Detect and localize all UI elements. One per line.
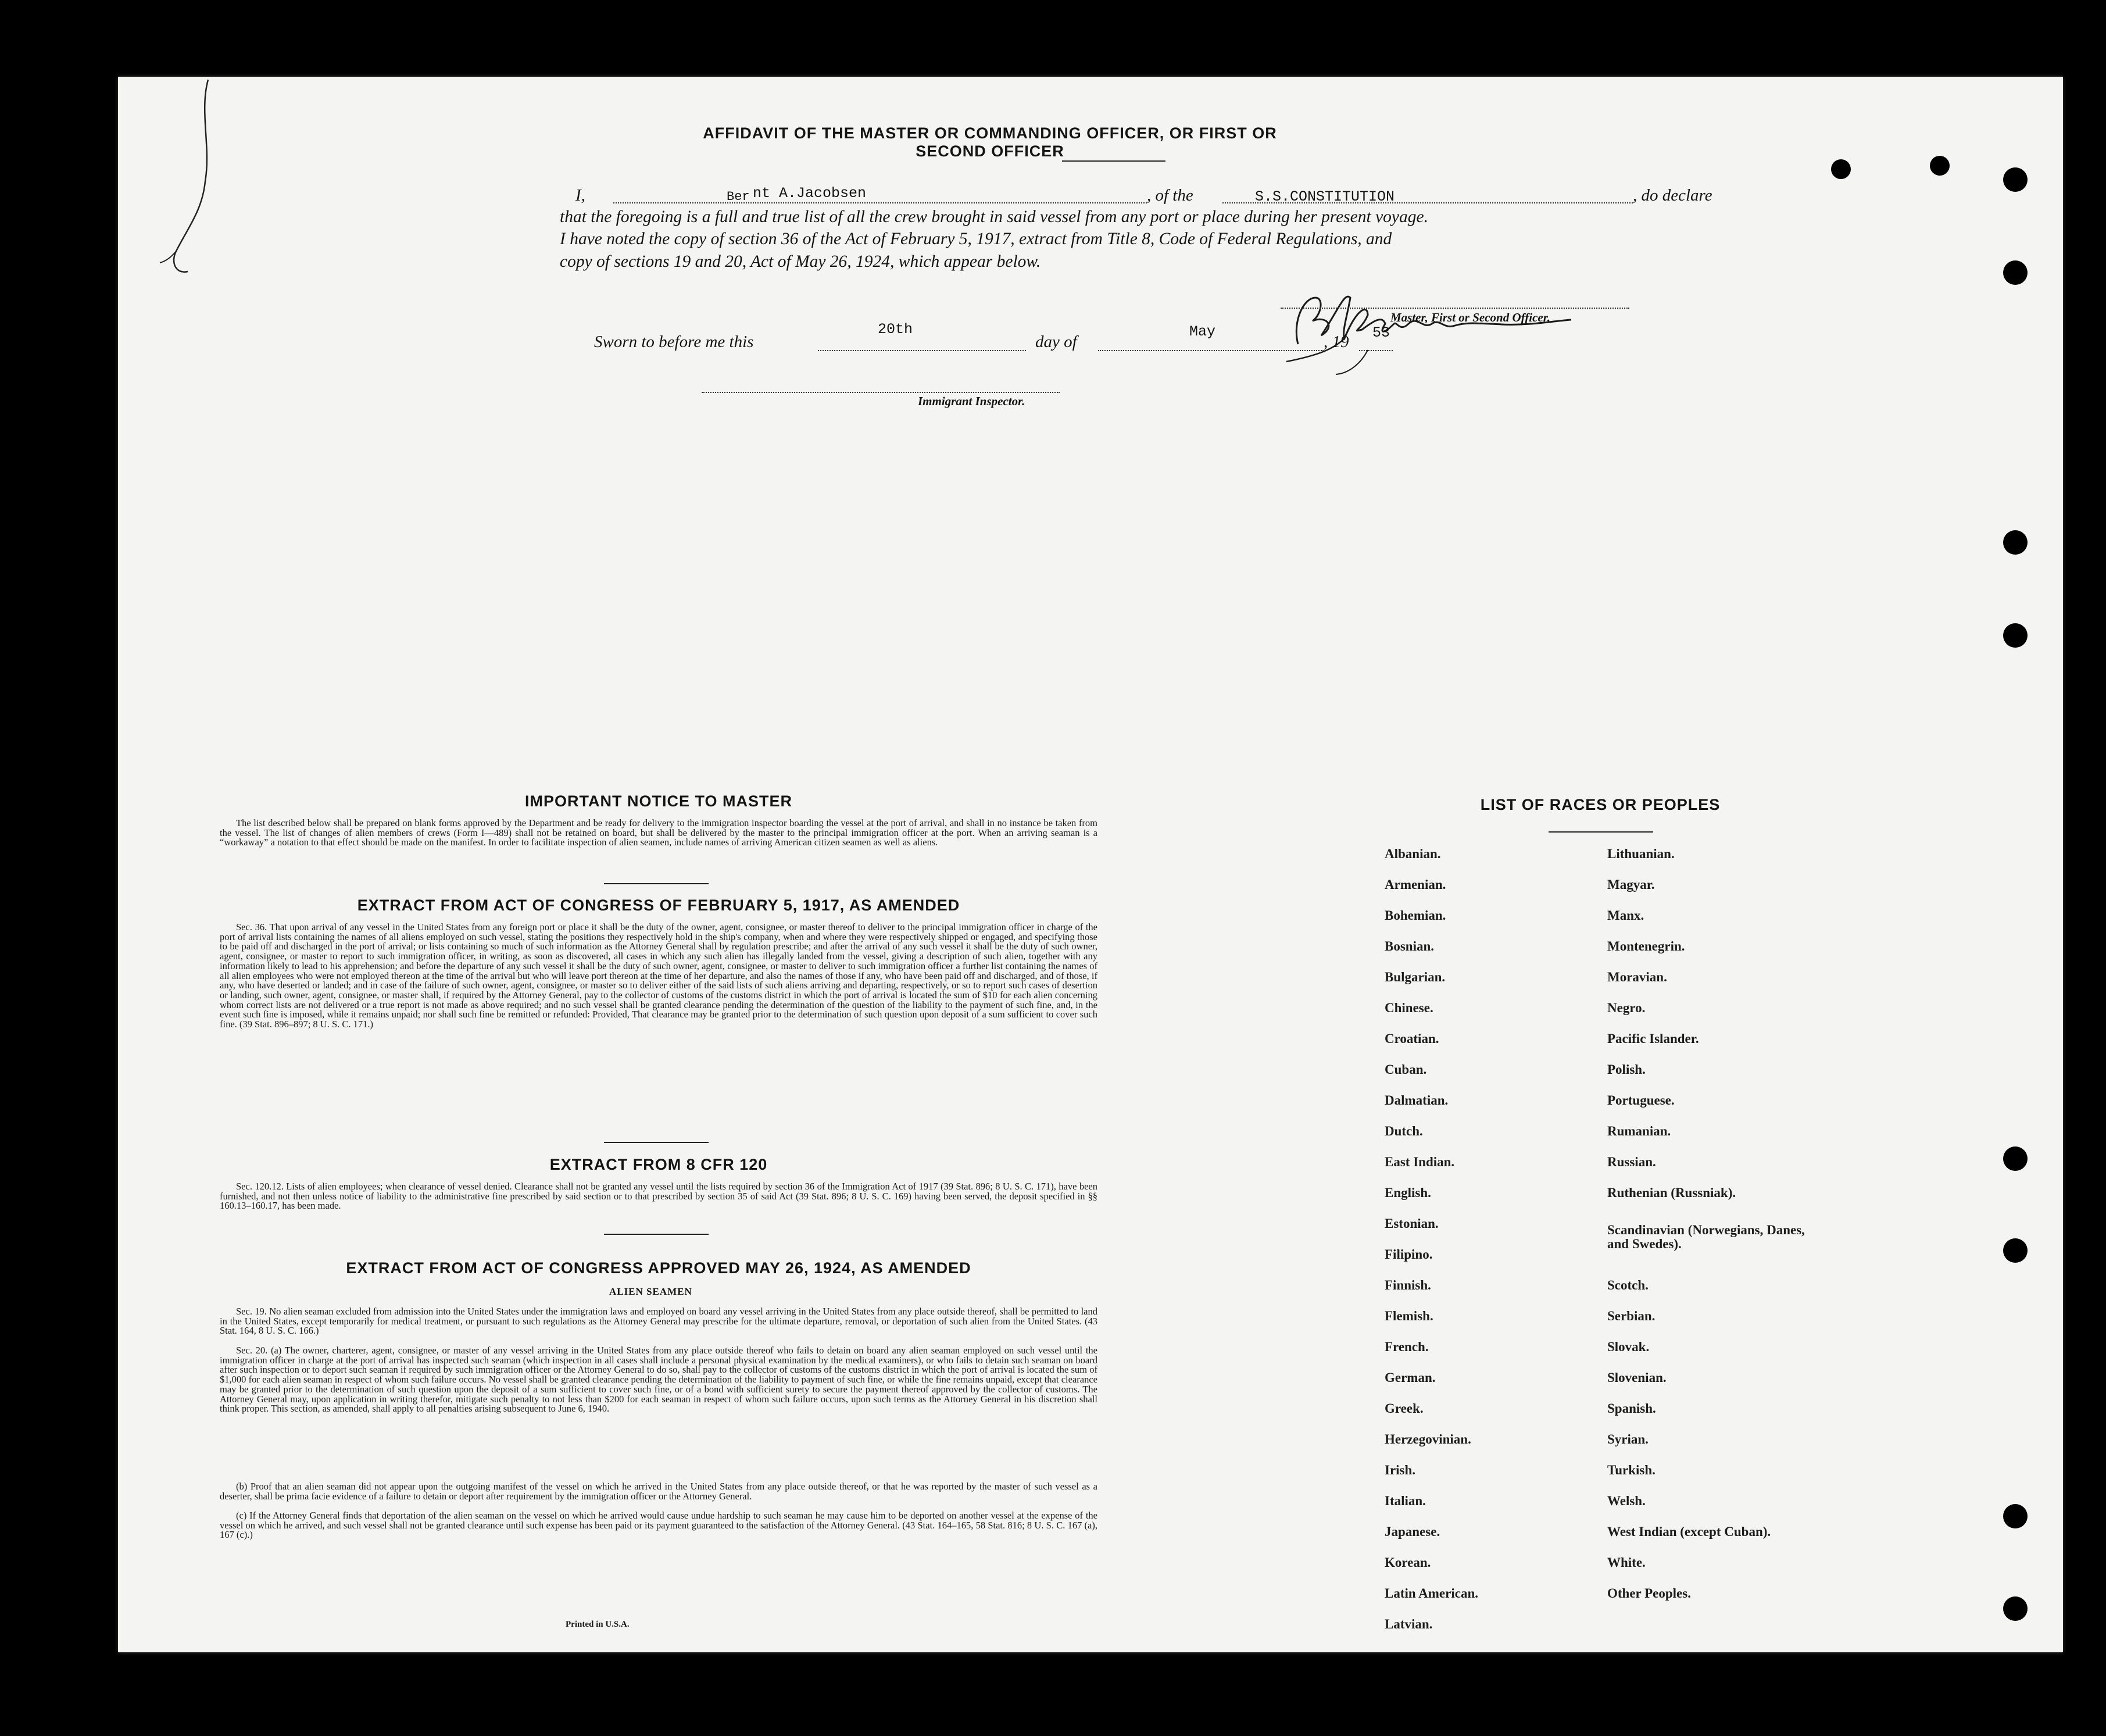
race-item: Armenian. xyxy=(1385,877,1446,892)
punch-hole xyxy=(2003,1504,2028,1528)
punch-hole xyxy=(2003,623,2028,648)
race-item: Japanese. xyxy=(1385,1524,1440,1539)
race-item: West Indian (except Cuban). xyxy=(1607,1524,1771,1539)
affidavit-line-3: I have noted the copy of section 36 of the Act of February 5, 1917, extract from Title 8, Code of Federal Regulations, and xyxy=(560,230,1392,248)
master-signature xyxy=(1281,274,1583,379)
signature-line xyxy=(1281,308,1629,309)
notice-heading: IMPORTANT NOTICE TO MASTER xyxy=(525,792,792,810)
race-item: Chinese. xyxy=(1385,1001,1433,1015)
affidavit-line-4: copy of sections 19 and 20, Act of May 26, 1924, which appear below. xyxy=(560,252,1041,271)
race-item: French. xyxy=(1385,1339,1429,1354)
race-item: East Indian. xyxy=(1385,1155,1455,1169)
race-item: Magyar. xyxy=(1607,877,1655,892)
name-line xyxy=(613,202,1147,203)
race-item: German. xyxy=(1385,1370,1436,1385)
section-rule xyxy=(604,883,709,884)
race-item: Estonian. xyxy=(1385,1216,1439,1231)
punch-hole xyxy=(2003,1146,2028,1171)
punch-hole xyxy=(2003,530,2028,555)
race-item: Dutch. xyxy=(1385,1124,1423,1138)
race-item: Slovak. xyxy=(1607,1339,1650,1354)
race-item: Rumanian. xyxy=(1607,1124,1671,1138)
race-item: Ruthenian (Russniak). xyxy=(1607,1185,1736,1200)
race-item: English. xyxy=(1385,1185,1431,1200)
race-item: Herzegovinian. xyxy=(1385,1432,1471,1446)
punch-hole xyxy=(1831,159,1851,179)
race-item: Italian. xyxy=(1385,1494,1426,1508)
race-item: Scandinavian (Norwegians, Danes, and Swedes). xyxy=(1607,1223,1805,1251)
race-item: Albanian. xyxy=(1385,846,1441,861)
day-line xyxy=(818,350,1026,351)
race-item: Irish. xyxy=(1385,1463,1416,1477)
day-of-label: day of xyxy=(1035,333,1077,351)
race-item: Flemish. xyxy=(1385,1309,1433,1323)
punch-hole xyxy=(2003,1596,2028,1621)
declarant-label: I, xyxy=(575,186,585,205)
race-item: White. xyxy=(1607,1555,1646,1570)
race-item: Montenegrin. xyxy=(1607,939,1685,953)
vessel-name: S.S.CONSTITUTION xyxy=(1255,188,1395,205)
race-item: Portuguese. xyxy=(1607,1093,1675,1108)
alien-seamen-subheading: ALIEN SEAMEN xyxy=(609,1286,692,1297)
year-line xyxy=(1359,350,1393,351)
extract-1917-body: Sec. 36. That upon arrival of any vessel in the United States from any foreign port or place it shall be the duty of the owner, agent, consignee, or master thereof to deliver to the principal immigration officer in charge of the port of arrival lists containing the names of all aliens employed on such vessel, stating the positions they respectively hold in the ship's company, when and where they were respectively shipped or engaged, and specifying those to be paid off and discharged in the port of arrival; or lists containing so much of such information as the Attorney General shall by regulation prescribe; and after the arrival of any such vessel it shall be the duty of such owner, agent, consignee, or master to report to such immigration officer, in writing, as soon as discovered, all cases in which any such alien has illegally landed from the vessel, giving a description of such alien, together with any information likely to lead to his apprehension; and before the departure of any such vessel it shall be the duty of such owner, agent, consignee, or master to deliver to such immigration officer a further list containing the names of all alien employees who were not employed thereon at the time of the arrival but who will leave port thereon at the time of her departure, and also the names of those if any, who have been paid off and discharged, and of those, if any, who have deserted or landed; and in case of the failure of such owner, agent, consignee, or master so to deliver either of the said lists of such aliens arriving and departing, respectively, or so to report such cases of desertion or landing, such owner, agent, consignee, or master shall, if required by the Attorney General, pay to the collector of customs of the customs district in which the port of arrival is located the sum of $10 for each alien concerning whom correct lists are not delivered or a true report is not made as above required; and no such vessel shall be granted clearance pending the determination of the question of the liability to the payment of such fine, and, in the event such fine is imposed, while it remains unpaid; nor shall such fine be remitted or refunded: Provided, That clearance may be granted prior to the determination of such question upon deposit of a sum sufficient to cover such fine. (39 Stat. 896–897; 8 U. S. C. 171.) xyxy=(220,921,1097,1030)
punch-hole xyxy=(2003,260,2028,285)
extract-1924-heading: EXTRACT FROM ACT OF CONGRESS APPROVED MAY 26, 1924, AS AMENDED xyxy=(346,1259,971,1277)
printed-in-usa: Printed in U.S.A. xyxy=(566,1620,630,1629)
race-item: Bosnian. xyxy=(1385,939,1435,953)
races-rule xyxy=(1549,831,1653,833)
sworn-label: Sworn to before me this xyxy=(594,333,754,351)
race-item: Korean. xyxy=(1385,1555,1431,1570)
punch-hole xyxy=(2003,167,2028,192)
race-item: Cuban. xyxy=(1385,1062,1427,1077)
declarant-name: nt A.Jacobsen xyxy=(753,185,867,202)
section-rule xyxy=(604,1142,709,1143)
races-heading: LIST OF RACES OR PEOPLES xyxy=(1480,796,1721,813)
section-rule xyxy=(604,1234,709,1235)
race-item: Filipino. xyxy=(1385,1247,1433,1262)
year-prefix: , 19 xyxy=(1324,333,1349,351)
race-item: Moravian. xyxy=(1607,970,1667,984)
race-item: Croatian. xyxy=(1385,1031,1439,1046)
race-item: Russian. xyxy=(1607,1155,1656,1169)
extract-1924-sec20c: (c) If the Attorney General finds that deportation of the alien seaman on the vessel on which he arrived would cause undue hardship to such seaman he may cause him to be deported on another vessel at the expense of the vessel on which he arrived, and such vessel shall not be granted clearance until such expense has been paid or its payment guaranteed to the satisfaction of the Attorney General. (43 Stat. 164–165, 58 Stat. 816; 8 U. S. C. 167 (a), 167 (c).) xyxy=(220,1510,1097,1541)
pen-mark xyxy=(153,77,234,286)
race-item: Slovenian. xyxy=(1607,1370,1667,1385)
race-item: Welsh. xyxy=(1607,1494,1646,1508)
affidavit-line-2: that the foregoing is a full and true list of all the crew brought in said vessel from any port or place during her present voyage. xyxy=(560,208,1428,226)
race-item: Syrian. xyxy=(1607,1432,1649,1446)
race-item: Bohemian. xyxy=(1385,908,1446,923)
race-item: Other Peoples. xyxy=(1607,1586,1691,1601)
signature-caption: Master, First or Second Officer. xyxy=(1390,310,1550,324)
sworn-year: 53 xyxy=(1372,324,1390,341)
race-item: Pacific Islander. xyxy=(1607,1031,1699,1046)
month-line xyxy=(1098,350,1324,351)
punch-hole xyxy=(1930,156,1950,176)
affidavit-title: AFFIDAVIT OF THE MASTER OR COMMANDING OFFICER, OR FIRST OR SECOND OFFICER xyxy=(703,124,1277,160)
race-item: Negro. xyxy=(1607,1001,1646,1015)
race-item: Dalmatian. xyxy=(1385,1093,1449,1108)
of-the-label: , of the xyxy=(1147,186,1193,205)
race-item: Bulgarian. xyxy=(1385,970,1446,984)
extract-1924-sec20a: Sec. 20. (a) The owner, charterer, agent, consignee, or master of any vessel arriving in the United States from any place outside thereof who fails to detain on board any alien seaman employed on such vessel until the immigration officer in charge at the port of arrival has inspected such seaman (which inspection in all cases shall include a personal physical examination by the medical examiners), or who fails to detain such seaman on board after such inspection or to deport such seaman if required by such immigration officer or the Attorney General to do so, shall pay to the collector of customs of the customs district in which the port of arrival is located the sum of $1,000 for each alien seaman in respect of whom such failure occurs. No vessel shall be granted clearance pending the determination of the liability to payment of such fine, or while the fine remains unpaid, except that clearance may be granted prior to the determination of such question upon the deposit of a sum sufficient to cover such fine, or of a bond with sufficient surety to secure the payment thereof approved by the collector of customs. The Attorney General may, upon application in writing therefor, mitigate such penalty to not less than $200 for each seaman in respect of whom such failure occurs, upon such terms as the Attorney General in his discretion shall think proper. This section, as amended, shall apply to all penalties arising subsequent to June 6, 1940. xyxy=(220,1345,1097,1414)
race-item: Latin American. xyxy=(1385,1586,1478,1601)
race-item: Manx. xyxy=(1607,908,1644,923)
punch-hole xyxy=(2003,1238,2028,1263)
race-item: Turkish. xyxy=(1607,1463,1656,1477)
document-page xyxy=(118,77,2063,1652)
race-item: Lithuanian. xyxy=(1607,846,1675,861)
extract-1924-sec19: Sec. 19. No alien seaman excluded from admission into the United States under the immigration laws and employed on board any vessel arriving in the United States from any place outside thereof, shall be permitted to land in the United States, except temporarily for medical treatment, or pursuant to such regulations as the Attorney General may prescribe for the ultimate departure, removal, or deportation of such alien from the United States. (43 Stat. 164, 8 U. S. C. 166.) xyxy=(220,1306,1097,1337)
extract-cfr-body: Sec. 120.12. Lists of alien employees; when clearance of vessel denied. Clearance shall not be granted any vessel until the lists required by section 36 of the Immigration Act of 1917 (39 Stat. 896; 8 U. S. C. 171), have been furnished, and not then unless notice of liability to the administrative fine prescribed by said section or to that prescribed by section 35 of said Act (39 Stat. 896; 8 U. S. C. 169) having been served, the deposit specified in §§ 160.13–160.17, has been made. xyxy=(220,1181,1097,1212)
name-prefix: Ber xyxy=(727,190,750,204)
declare-label: , do declare xyxy=(1633,186,1712,205)
sworn-day: 20th xyxy=(878,321,913,338)
race-item: Latvian. xyxy=(1385,1617,1433,1631)
extract-cfr-heading: EXTRACT FROM 8 CFR 120 xyxy=(549,1156,768,1173)
extract-1924-sec20b: (b) Proof that an alien seaman did not appear upon the outgoing manifest of the vessel on which he arrived in the United States from any place outside thereof, or that he was reported by the master of such vessel as a deserter, shall be prima facie evidence of a failure to detain or deport after requirement by the immigration officer or the Attorney General. xyxy=(220,1481,1097,1502)
sworn-month: May xyxy=(1189,323,1216,340)
race-item: Spanish. xyxy=(1607,1401,1656,1416)
race-item: Scotch. xyxy=(1607,1278,1649,1292)
title-rule xyxy=(1062,160,1165,162)
race-item: Finnish. xyxy=(1385,1278,1431,1292)
extract-1917-heading: EXTRACT FROM ACT OF CONGRESS OF FEBRUARY 5, 1917, AS AMENDED xyxy=(357,896,960,914)
inspector-line xyxy=(702,392,1060,393)
race-item: Greek. xyxy=(1385,1401,1424,1416)
inspector-caption: Immigrant Inspector. xyxy=(918,394,1025,408)
race-item: Serbian. xyxy=(1607,1309,1656,1323)
notice-body: The list described below shall be prepared on blank forms approved by the Department and be ready for delivery to the immigration inspector boarding the vessel at the port of arrival, and shall in no instance be taken from the vessel. The list of changes of alien members of crews (Form I—489) shall not be retained on board, but shall be delivered by the master to the principal immigration officer at the port. When an arriving seaman is a “workaway” a notation to that effect should be made on the manifest. In order to facilitate inspection of alien seamen, include names of arriving American citizen seamen as well as aliens. xyxy=(220,817,1097,848)
race-item: Polish. xyxy=(1607,1062,1646,1077)
